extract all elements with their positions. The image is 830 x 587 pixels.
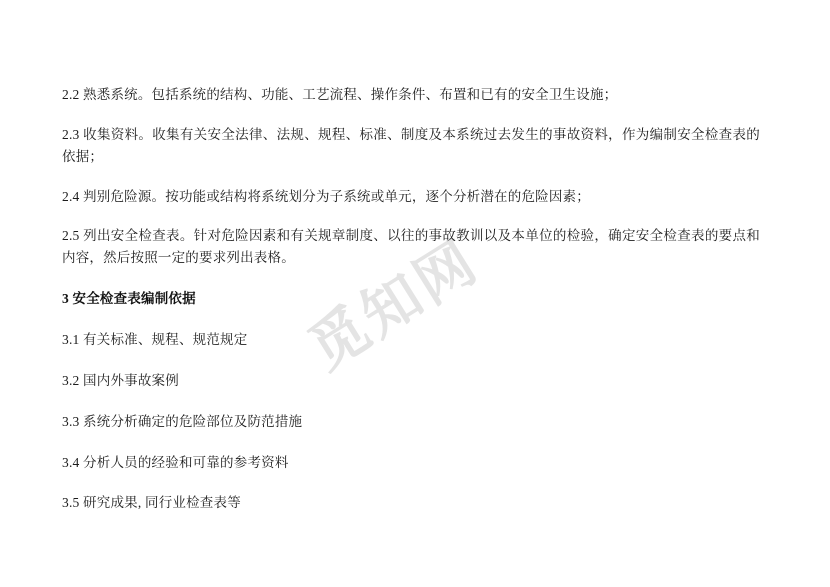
paragraph-gap	[62, 106, 760, 124]
paragraph-gap	[62, 433, 760, 452]
paragraph-gap	[62, 310, 760, 329]
paragraph-2-5: 2.5 列出安全检查表。针对危险因素和有关规章制度、以往的事故教训以及本单位的检验，确定安全检查表的要点和内容，然后按照一定的要求列出表格。	[62, 228, 760, 266]
paragraph-gap	[62, 392, 760, 411]
paragraph-gap	[62, 168, 760, 186]
paragraph-3-1: 3.1 有关标准、规程、规范规定	[62, 332, 248, 348]
section-heading-3: 3 安全检查表编制依据	[62, 291, 196, 307]
watermark-text: 觅知网	[297, 228, 491, 382]
paragraph-gap	[62, 473, 760, 492]
paragraph-2-3: 2.3 收集资料。收集有关安全法律、法规、规程、标准、制度及本系统过去发生的事故资料，作为编制安全检查表的依据；	[62, 126, 760, 164]
paragraph-gap	[62, 351, 760, 370]
paragraph-3-3: 3.3 系统分析确定的危险部位及防范措施	[62, 413, 303, 429]
paragraph-gap	[62, 207, 760, 225]
paragraph-2-4: 2.4 判别危险源。按功能或结构将系统划分为子系统或单元，逐个分析潜在的危险因素；	[62, 188, 590, 204]
paragraph-3-2: 3.2 国内外事故案例	[62, 372, 179, 388]
paragraph-2-2: 2.2 熟悉系统。包括系统的结构、功能、工艺流程、操作条件、布置和已有的安全卫生设施；	[62, 87, 618, 102]
paragraph-3-5: 3.5 研究成果, 同行业检查表等	[62, 495, 241, 511]
paragraph-3-4: 3.4 分析人员的经验和可靠的参考资料	[62, 454, 289, 470]
paragraph-gap	[62, 269, 760, 288]
